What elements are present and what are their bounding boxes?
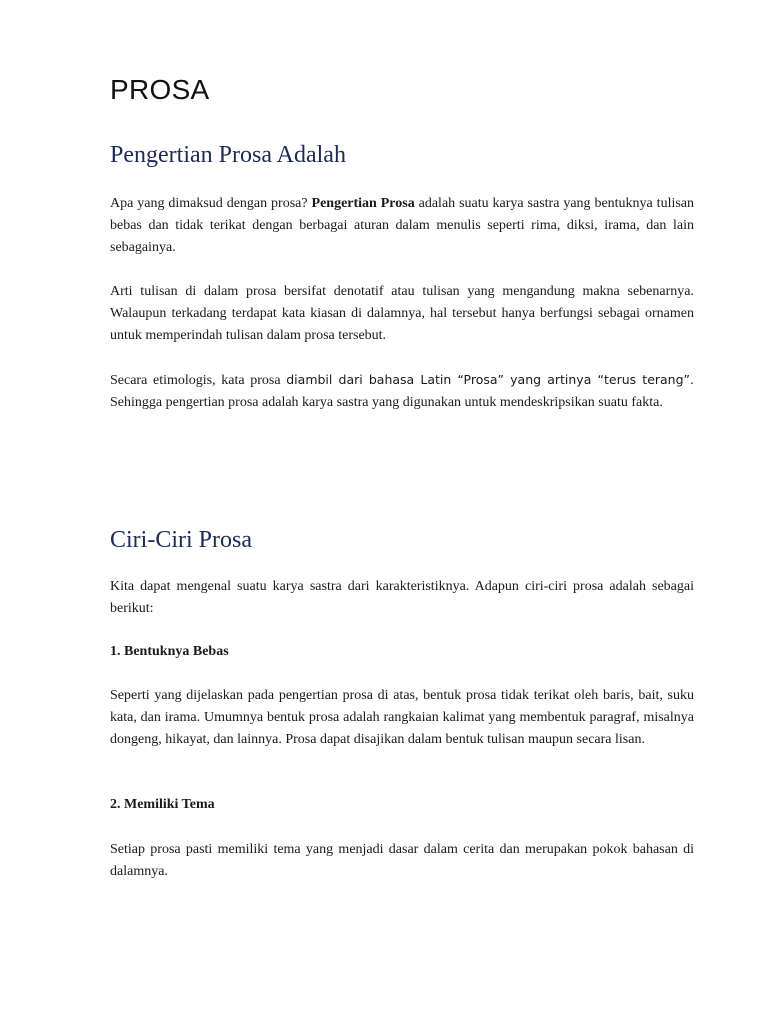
document-title: PROSA <box>110 74 210 105</box>
list-item-title: 1. Bentuknya Bebas <box>110 644 229 659</box>
paragraph-etymology-quote: diambil dari bahasa Latin “Prosa” yang artinya “terus terang”. <box>286 372 694 387</box>
paragraph-ciri-intro: Kita dapat mengenal suatu karya sastra dari karakteristiknya. Adapun ciri-ciri prosa adalah sebagai berikut: <box>110 579 694 616</box>
paragraph-etymology-rest: Sehingga pengertian prosa adalah karya sastra yang digunakan untuk mendeskripsikan suatu fakta. <box>110 395 663 410</box>
section-heading-ciri: Ciri-Ciri Prosa <box>110 527 252 553</box>
paragraph-definition <box>110 193 694 259</box>
paragraph-denotative: Arti tulisan di dalam prosa bersifat denotatif atau tulisan yang mengandung makna sebenarnya. Walaupun terkadang terdapat kata kiasan di dalamnya, hal tersebut hanya berfungsi sebagai ornamen untuk memperindah tulisan dalam prosa tersebut. <box>110 284 694 343</box>
section-heading-pengertian: Pengertian Prosa Adalah <box>110 142 346 168</box>
paragraph-etymology-lead: Secara etimologis, kata prosa <box>110 373 287 388</box>
list-item-text: Seperti yang dijelaskan pada pengertian prosa di atas, bentuk prosa tidak terikat oleh baris, bait, suku kata, dan irama. Umumnya bentuk prosa adalah rangkaian kalimat yang membentuk paragraf, misalnya dongeng, hikayat, dan lainnya. Prosa dapat disajikan dalam bentuk tulisan maupun secara lisan. <box>110 688 694 747</box>
paragraph-etymology <box>110 369 694 414</box>
paragraph-definition-bold: Pengertian Prosa <box>311 196 415 211</box>
paragraph-definition-lead: Apa yang dimaksud dengan prosa? <box>110 196 312 211</box>
list-item-title: 2. Memiliki Tema <box>110 797 215 812</box>
paragraph-definition-rest: adalah suatu karya sastra yang bentuknya tulisan bebas dan tidak terikat dengan berbagai aturan dalam menulis seperti rima, diksi, irama, dan lain sebagainya. <box>110 196 695 255</box>
list-item-text: Setiap prosa pasti memiliki tema yang menjadi dasar dalam cerita dan merupakan pokok bahasan di dalamnya. <box>110 842 694 879</box>
